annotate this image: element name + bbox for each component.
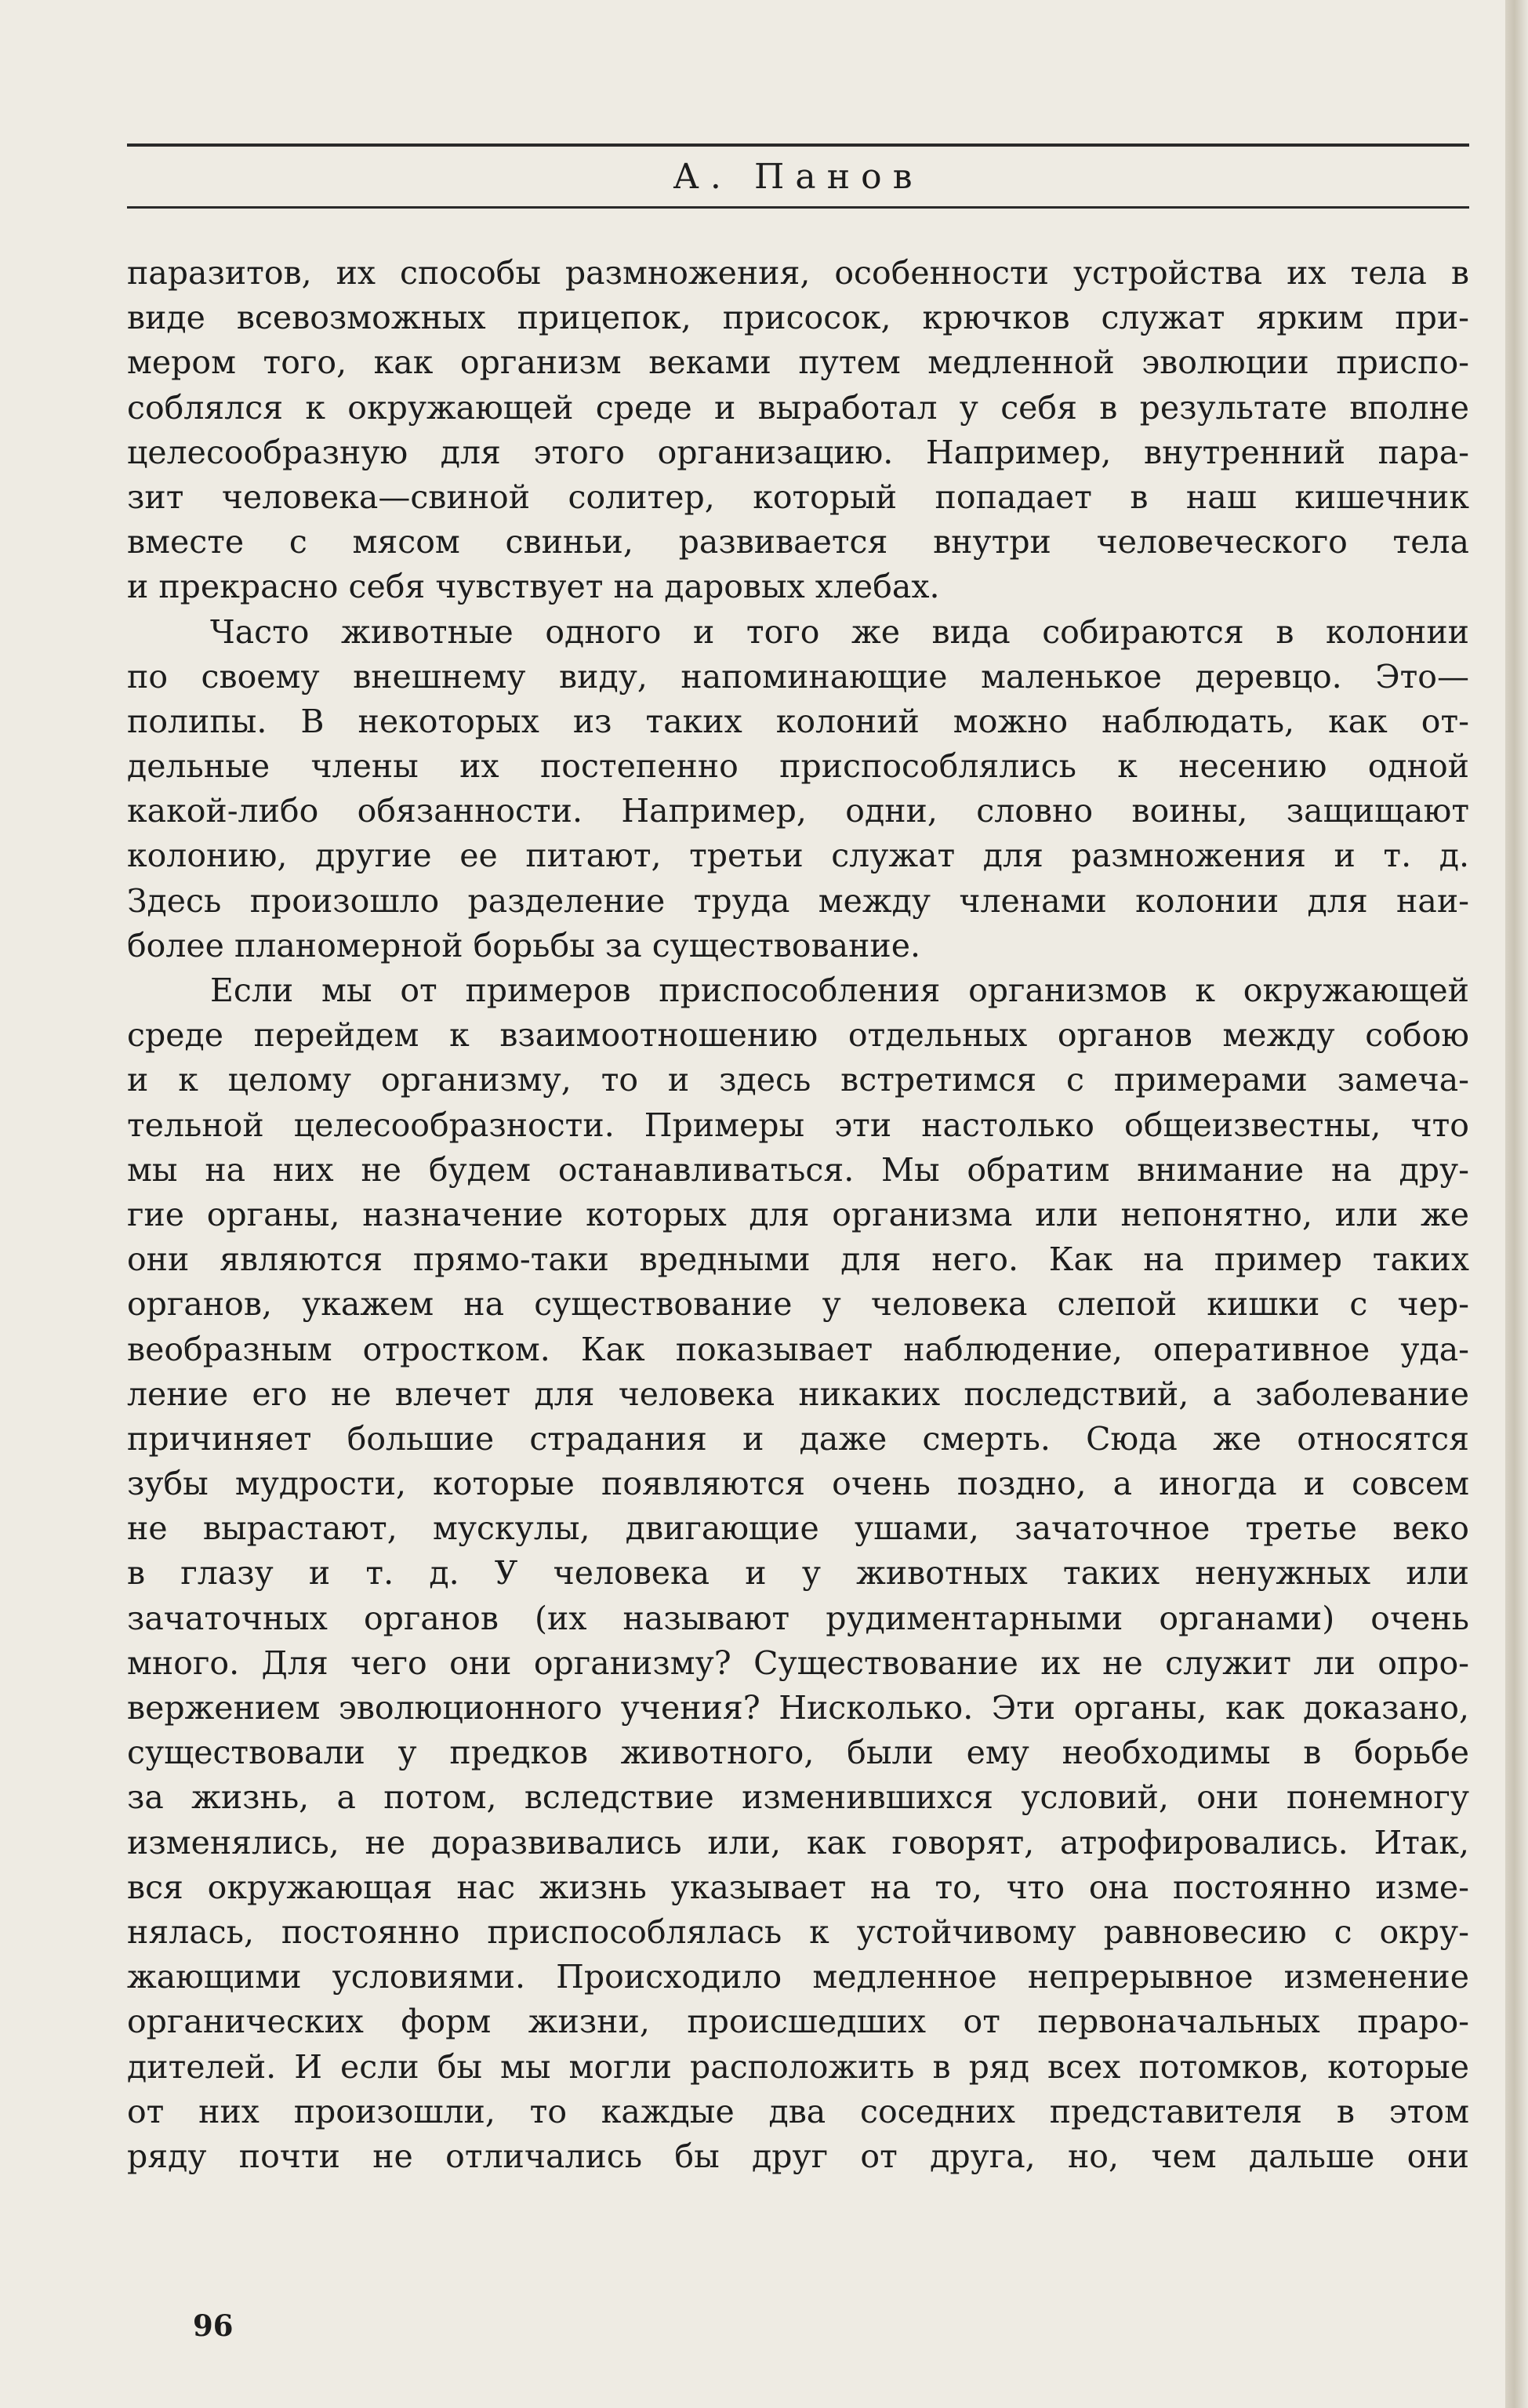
text-line: вся окружающая нас жизнь указывает на то, что она постоянно изме- xyxy=(127,1868,1469,1906)
text-line: Здесь произошло разделение труда между членами колонии для наи- xyxy=(127,881,1469,920)
text-line: причиняет большие страдания и даже смерть. Сюда же относятся xyxy=(127,1419,1469,1458)
text-line: Если мы от примеров приспособления организмов к окружающей xyxy=(210,972,1469,1009)
text-line: Часто животные одного и того же вида собираются в колонии xyxy=(210,612,1469,651)
text-line: органических форм жизни, происшедших от первоначальных прaро- xyxy=(127,2003,1469,2041)
text-line: целесообразную для этого организацию. Например, внутренний пара- xyxy=(127,433,1469,471)
text-line: в глазу и т. д. У человека и у животных таких ненужных или xyxy=(127,1554,1469,1593)
running-head: А. Панов xyxy=(673,157,924,197)
text-line: дителей. И если бы мы могли расположить в ряд всех потомков, которые xyxy=(127,2047,1469,2086)
text-line: вместе с мясом свиньи, развивается внутри человеческого тела xyxy=(127,523,1469,561)
text-line: тельной целесообразности. Примеры эти настолько общеизвестны, что xyxy=(127,1106,1469,1144)
text-line: какой-либо обязанности. Например, одни, словно воины, защищают xyxy=(127,792,1469,830)
text-line: за жизнь, а потом, вследствие изменившихся условий, они понемногу xyxy=(127,1778,1469,1817)
text-line: и прекрасно себя чувствует на даровых хлебах. xyxy=(127,568,940,606)
text-line: полипы. В некоторых из таких колоний можно наблюдать, как от- xyxy=(127,702,1469,740)
text-line: они являются прямо-таки вредными для него. Как на пример таких xyxy=(127,1240,1469,1279)
text-line: гие органы, назначение которых для организма или непонятно, или же xyxy=(127,1195,1469,1233)
text-line: изменялись, не доразвивались или, как говорят, атрофировались. Итак, xyxy=(127,1823,1469,1861)
body-text xyxy=(127,251,1469,2179)
page-edge-shadow xyxy=(1505,0,1528,2408)
text-line: органов, укажем на существование у человека слепой кишки с чер- xyxy=(127,1285,1469,1324)
text-line: зачаточных органов (их называют рудиментарными органами) очень xyxy=(127,1599,1469,1637)
text-line: среде перейдем к взаимоотношению отдельных органов между собою xyxy=(127,1016,1469,1055)
text-line: жающими условиями. Происходило медленное непрерывное изменение xyxy=(127,1958,1469,1996)
text-line: виде всевозможных прицепок, присосок, крючков служат ярким при- xyxy=(127,299,1469,337)
header-rule-top xyxy=(127,143,1469,147)
text-line: много. Для чего они организму? Существование их не служит ли опро- xyxy=(127,1643,1469,1682)
text-line: зубы мудрости, которые появляются очень поздно, а иногда и совсем xyxy=(127,1465,1469,1503)
page-number: 96 xyxy=(193,2308,234,2343)
text-line: вержением эволюционного учения? Нисколько. Эти органы, как доказано, xyxy=(127,1689,1469,1727)
text-line: паразитов, их способы размножения, особенности устройства их тела в xyxy=(127,254,1469,292)
text-line: мы на них не будем останавливаться. Мы обратим внимание на дру- xyxy=(127,1150,1469,1189)
text-line: зит человека—свиной солитер, который попадает в наш кишечник xyxy=(127,478,1469,516)
header-rule-bottom xyxy=(127,206,1469,209)
text-line: ряду почти не отличались бы друг от друга, но, чем дальше они xyxy=(127,2137,1469,2175)
text-line: по своему внешнему виду, напоминающие маленькое деревцо. Это— xyxy=(127,657,1469,696)
text-line: и к целому организму, то и здесь встретимся с примерами замеча- xyxy=(127,1061,1469,1099)
text-line: не вырастают, мускулы, двигающие ушами, зачаточное третье веко xyxy=(127,1509,1469,1548)
text-line: колонию, другие ее питают, третьи служат для размножения и т. д. xyxy=(127,837,1469,875)
text-line: мером того, как организм веками путем медленной эволюции приспо- xyxy=(127,343,1469,382)
text-line: нялась, постоянно приспособлялась к устойчивому равновесию с окру- xyxy=(127,1912,1469,1951)
text-line: веобразным отростком. Как показывает наблюдение, оперативное уда- xyxy=(127,1330,1469,1368)
text-line: соблялся к окружающей среде и выработал у себя в результате вполне xyxy=(127,388,1469,427)
text-line: более планомерной борьбы за существование. xyxy=(127,926,921,964)
text-line: существовали у предков животного, были ему необходимы в борьбе xyxy=(127,1734,1469,1772)
text-line: от них произошли, то каждые два соседних представителя в этом xyxy=(127,2092,1469,2130)
text-line: дельные члены их постепенно приспособлялись к несению одной xyxy=(127,747,1469,786)
text-line: ление его не влечет для человека никаких последствий, а заболевание xyxy=(127,1375,1469,1413)
